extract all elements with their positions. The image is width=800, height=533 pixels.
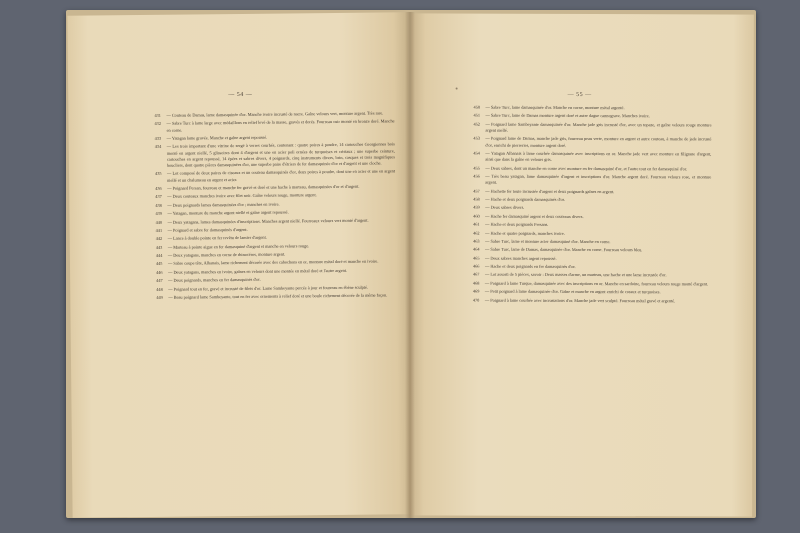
entry-description: — Lot composé de deux paires de ciseaux et un couteau damasquinés d'or, deux poires à poudre, dont une en acier et une en argent niellé et un chalumeau en argent et acier. [167, 168, 396, 183]
catalog-entry [156, 292, 396, 301]
entry-description: — Marteau à pointe aigue en fer damasquiné d'argent et manche en velours rouge. [167, 242, 310, 250]
entry-description: — Poignard Persan, fourreau et manche fer gravé et doré et une hache à marteau, damasquinées d'or et d'argent. [167, 183, 360, 191]
entry-number: 460 [473, 213, 480, 219]
entry-number: 431 [154, 112, 161, 118]
entry-number: 466 [472, 263, 480, 269]
entry-number: 447 [156, 278, 163, 284]
catalog-entry [473, 151, 711, 164]
catalog-entry [156, 234, 396, 243]
entry-number: 435 [155, 171, 162, 177]
catalog-entry [155, 192, 395, 201]
left-page [67, 12, 412, 518]
catalog-entry [156, 259, 396, 268]
catalog-entry [473, 197, 711, 204]
entry-number: 467 [472, 272, 480, 278]
entry-description: — Poignard lame de Damas, manche jade gris, fourreau peau verte, monture en argent et autre couteau, à manche de jade incrusté d'or, enrichi de pierreries, monture argent doré. [485, 136, 712, 148]
entry-description: — Yatagan, monture du manche argent niellé et gaîne argent repoussé. [167, 209, 289, 216]
entry-number: 461 [473, 221, 480, 227]
entry-number: 437 [155, 194, 162, 200]
catalog-entry [156, 217, 396, 226]
entry-number: 462 [473, 230, 480, 236]
catalog-entry [155, 183, 395, 192]
catalog-entry [473, 121, 711, 134]
catalog-entry [473, 213, 711, 220]
entry-description: — Hache et quatre poignards, manches ivoire. [485, 230, 565, 236]
entry-description: — Deux sabres, dont un manche en corne avec monture en fer damasquiné d'or, et l'autre tout en fer damasquiné d'or. [485, 165, 688, 171]
catalog-entry [473, 272, 711, 279]
catalog-entry [473, 222, 711, 229]
entry-description: — Petit poignard à lame damasquinée d'or. Gaîne et manche en argent enrichi de coraux et turquoises. [484, 288, 661, 295]
entry-number: 450 [473, 104, 481, 110]
entry-number: 444 [155, 252, 163, 258]
catalog-entry [473, 247, 711, 254]
entry-number: 441 [155, 227, 163, 233]
catalog-entry [473, 255, 711, 262]
catalog-entry [474, 113, 712, 120]
entry-description: — Deux yatagans, manches en ivoire, gaînes en velours dont une montée en métal doré et l'autre argent. [168, 267, 348, 275]
entry-number: 443 [155, 244, 163, 250]
entry-description: — Hache et deux poignards damasquinés d'or. [485, 196, 565, 202]
entry-number: 439 [155, 210, 162, 217]
catalog-entry [473, 289, 711, 296]
entry-description: — Hache et deux poignards Persans. [485, 221, 549, 227]
right-page-number: — 55 — [567, 91, 592, 99]
entry-description: — Couteau de Damas, lame damasquinée d'or. Manche ivoire incrusté de nacre. Gaîne velours vert, monture argent. Très rare. [166, 110, 384, 118]
entry-description: — Lance à double pointe en fer revêtu de lamier d'argent. [167, 235, 267, 242]
entry-description: — Yatagan lame gravée. Manche et gaîne argent repoussé. [166, 134, 268, 141]
entry-description: — Poignard à lame Turque, damasquinée avec des inscriptions en or. Manche en sardoine, fourreau velours rouge monté d'argent. [484, 280, 709, 287]
entry-description: — Deux yatagans, manches en corne de rhinocéros, monture argent. [167, 251, 286, 258]
entry-description: — Hache fer damasquiné argent et deux couteaux divers. [485, 213, 584, 219]
entry-number: 456 [473, 173, 480, 179]
entry-number: 469 [472, 288, 480, 294]
entry-description: — Sabre Turc, lame et monture acier damasquiné d'or. Manche en corne. [485, 238, 611, 244]
catalog-entry [473, 165, 711, 172]
catalog-entry [474, 105, 712, 112]
catalog-entry [156, 267, 396, 276]
entry-description: — Sabre Turc, lame de Damas monture argent doré et autre dague cannegrave. Manches ivoire. [485, 113, 650, 119]
entry-number: 464 [473, 246, 480, 252]
entry-description: — Deux sabres divers. [485, 204, 525, 211]
entry-description: — Sabre Turc, lame de Damas, damasquinée d'or. Manche en corne. Fourreau velours bleu. [485, 246, 643, 253]
entry-description: — Hachette fer toute incrustée d'argent et deux poignards gaînes en argent. [485, 188, 615, 194]
entry-number: 459 [473, 204, 480, 210]
entry-description: — Sabre coupe tête, Albanais, lame richement décorée avec des cabochons en or, monture métal doré et manche en ivoire. [167, 259, 379, 267]
entry-description: — Sabre Turc, lame damasquinée d'or. Manche en corne, monture métal argenté. [485, 104, 625, 111]
entry-number: 458 [473, 196, 480, 202]
catalog-entry [155, 142, 395, 169]
entry-number: 457 [473, 188, 480, 194]
entry-number: 470 [472, 297, 480, 303]
catalog-entry [473, 239, 711, 246]
entry-number: 442 [155, 236, 163, 242]
entry-number: 438 [155, 202, 162, 208]
entry-description: — Yatagan Albanais à lame courbée damasquinée avec inscriptions en or. Manche jade vert avec monture en filigrane d'argent, ainsi que dans la gaîne en velours gris. [485, 150, 712, 163]
catalog-entry [473, 280, 711, 287]
entry-number: 455 [473, 165, 480, 171]
catalog-entry [155, 209, 395, 218]
entry-number: 434 [154, 144, 162, 150]
entry-number: 452 [473, 121, 480, 127]
entry-number: 463 [473, 238, 480, 244]
catalog-entry [473, 188, 711, 195]
entry-description: — Poignard et sabre fer damasquinés d'argent. [167, 226, 248, 233]
entry-number: 449 [156, 294, 163, 300]
catalog-entry [473, 174, 711, 187]
entry-description: — Hache et deux poignards en fer damasquinés d'or. [484, 263, 576, 270]
entry-number: 465 [473, 255, 480, 261]
entry-number: 451 [473, 113, 480, 119]
left-entry-list [154, 110, 396, 303]
book-gutter [405, 12, 415, 518]
entry-description: — Lot assorti de 5 pièces, savoir : Deux masses d'arme, un marteau, une hache et une lame incrustée d'or. [484, 272, 667, 278]
entry-number: 448 [156, 286, 163, 292]
catalog-entry [156, 225, 396, 234]
entry-number: 445 [155, 261, 163, 267]
paper-speck [456, 88, 458, 90]
catalog-entry [156, 250, 396, 259]
entry-description: — Sabre Turc à lame large avec médaillons en relief levé de la masse, gravés et dorés. Fourreau cuir monté en bronze doré. Manche en corne. [166, 118, 395, 133]
entry-number: 433 [154, 135, 162, 141]
right-entry-list [473, 105, 712, 307]
catalog-entry [154, 119, 394, 134]
catalog-entry [156, 284, 396, 293]
catalog-entry [156, 242, 396, 251]
entry-description: — Poignard tout en fer, gravé et incrusté de filets d'or. Lame Sambeyante percée à jour et fourreau en ébène sculpté. [168, 284, 368, 292]
entry-description: — Deux poignards, manches en fer damasquinés d'or. [168, 277, 261, 284]
entry-description: — Beau poignard lame Sambeyante, tout en fer avec ornements à relief doré et une boule richement décorée de la même façon. [168, 292, 388, 300]
catalog-entry [154, 110, 394, 119]
entry-description: — Poignard à lame courbée avec incrustations d'or. Manche jade vert sculpté. Fourreau métal gravé et argenté. [484, 297, 676, 303]
catalog-entry [473, 205, 711, 212]
catalog-entry [155, 200, 395, 209]
entry-number: 432 [154, 121, 161, 127]
catalog-entry [155, 169, 395, 184]
right-page [410, 13, 754, 516]
catalog-entry [473, 136, 711, 149]
entry-description: — Deux sabres manches argent repoussé. [485, 255, 557, 261]
entry-description: — Les trois important d'une vitrine de sergé à verres courbés, contenant : quatre poires à poudre, 14 cartouches Georgiennes bois monté en argent niellé, 5 glissoires dont 4 d'argent et une en acier poli ornées de turquoises et cristaux ; une superbe ceinture, cartouches en argent repoussé, 14 épées et sabres divers, 4 poignards, cinq instruments divers, brin, casques et trois magnifiques boucliers, dont quatre pièces damasquinées d'or, une superbe paire d'étriers de fer damasquinée d'or et d'argent et une cloche. [166, 141, 395, 168]
entry-number: 453 [473, 135, 480, 142]
entry-description: — Deux yatagans, lames damasquinées d'inscriptions. Manches argent niellé. Fourreaux velours vert monté d'argent. [167, 217, 369, 225]
left-page-number: — 54 — [228, 91, 253, 99]
catalog-entry [156, 276, 396, 285]
catalog-entry [473, 264, 711, 271]
catalog-entry [473, 297, 711, 304]
entry-description: — Poignard lame Sambeyante damasquinée d'or. Manche jade gris incrusté d'or, avec un topaze, et gaîne velours rouge monture argent niellé. [485, 121, 712, 133]
entry-description: — Deux couteaux manches ivoire avec filet noir. Gaîne velours rouge, monture argent. [167, 192, 317, 200]
entry-number: 454 [473, 150, 480, 156]
catalog-entry [155, 133, 395, 142]
catalog-entry [473, 230, 711, 237]
entry-number: 440 [155, 219, 163, 225]
entry-number: 436 [155, 185, 162, 191]
entry-description: — Très beau yatagan, lame damasquinée d'argent et inscriptions d'or. Manche argent doré. Fourreau velours rose, et monture argent. [485, 173, 712, 185]
entry-number: 468 [472, 280, 480, 286]
entry-description: — Deux poignards lames damasquinées d'or ; manches en ivoire. [167, 201, 280, 208]
entry-number: 446 [156, 269, 163, 275]
